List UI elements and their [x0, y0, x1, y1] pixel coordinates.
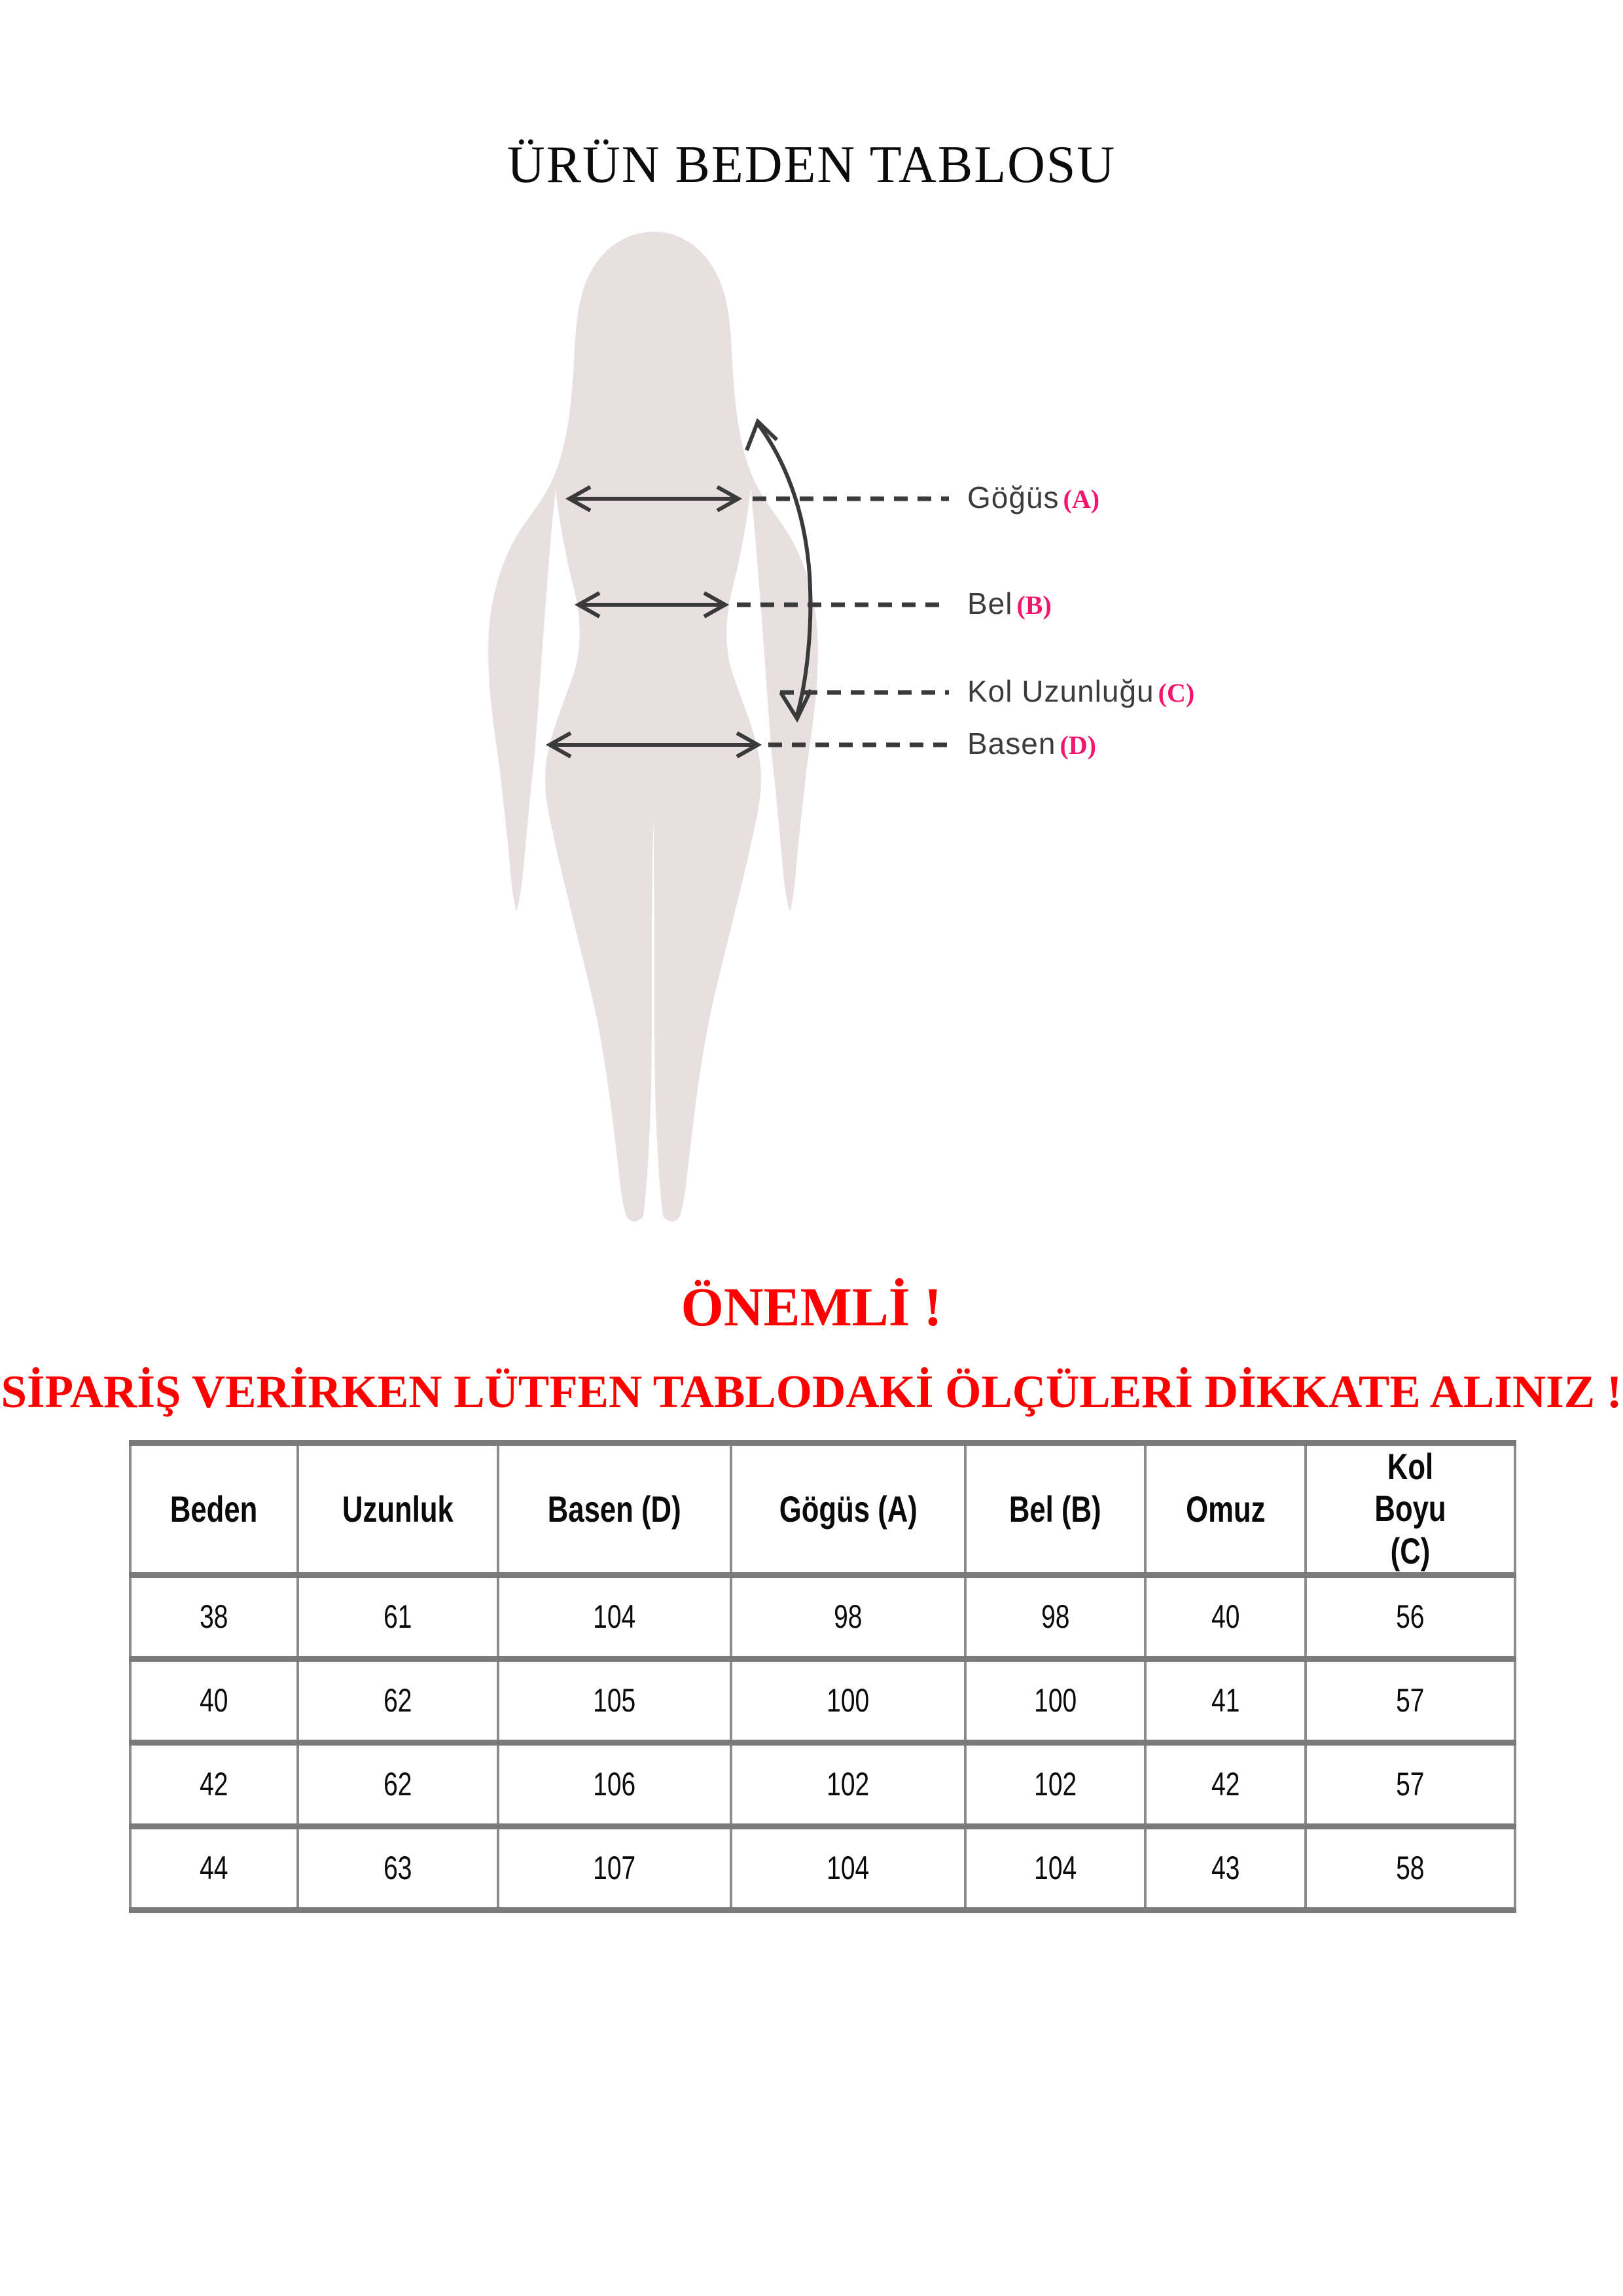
header-uzunluk: Uzunluk [298, 1443, 498, 1575]
header-omuz: Omuz [1145, 1443, 1306, 1575]
size-row-40 [130, 1659, 1515, 1743]
size-table [129, 1440, 1516, 1913]
header-beden: Beden [130, 1443, 298, 1575]
size-row-38 [130, 1575, 1515, 1659]
cell: 62 [298, 1743, 498, 1827]
cell: 42 [130, 1743, 298, 1827]
cell: 98 [965, 1575, 1145, 1659]
label-hip-marker: (D) [1060, 730, 1096, 760]
cell: 61 [298, 1575, 498, 1659]
label-waist-marker: (B) [1016, 590, 1052, 620]
label-hip-text: Basen [967, 726, 1056, 761]
cell: 57 [1306, 1659, 1515, 1743]
cell: 43 [1145, 1827, 1306, 1910]
cell: 40 [130, 1659, 298, 1743]
label-waist [967, 588, 1052, 619]
label-chest [967, 482, 1099, 512]
cell: 57 [1306, 1743, 1515, 1827]
page-title: ÜRÜN BEDEN TABLOSU [507, 136, 1116, 194]
cell: 58 [1306, 1827, 1515, 1910]
cell: 63 [298, 1827, 498, 1910]
label-arm-length-text: Kol Uzunluğu [967, 674, 1154, 708]
label-chest-marker: (A) [1063, 484, 1100, 514]
cell: 42 [1145, 1743, 1306, 1827]
body-silhouette [488, 232, 818, 1221]
cell: 104 [965, 1827, 1145, 1910]
header-bel: Bel (B) [965, 1443, 1145, 1575]
label-arm-length [967, 676, 1194, 706]
cell: 41 [1145, 1659, 1306, 1743]
size-row-42 [130, 1743, 1515, 1827]
label-arm-length-marker: (C) [1158, 678, 1195, 708]
warning-text: SİPARİŞ VERİRKEN LÜTFEN TABLODAKİ ÖLÇÜLERİ DİKKATE ALINIZ ! [1, 1367, 1622, 1418]
label-chest-text: Göğüs [967, 480, 1060, 514]
header-gogus: Gögüs (A) [731, 1443, 965, 1575]
cell: 106 [498, 1743, 731, 1827]
cell: 100 [965, 1659, 1145, 1743]
cell: 56 [1306, 1575, 1515, 1659]
cell: 102 [965, 1743, 1145, 1827]
cell: 105 [498, 1659, 731, 1743]
cell: 62 [298, 1659, 498, 1743]
label-waist-text: Bel [967, 586, 1013, 620]
header-basen: Basen (D) [498, 1443, 731, 1575]
cell: 102 [731, 1743, 965, 1827]
size-table-header-row [130, 1443, 1515, 1575]
cell: 104 [498, 1575, 731, 1659]
label-hip [967, 728, 1096, 759]
cell: 44 [130, 1827, 298, 1910]
cell: 104 [731, 1827, 965, 1910]
important-heading: ÖNEMLİ ! [681, 1277, 942, 1338]
cell: 40 [1145, 1575, 1306, 1659]
cell: 98 [731, 1575, 965, 1659]
size-row-44 [130, 1827, 1515, 1910]
cell: 38 [130, 1575, 298, 1659]
cell: 107 [498, 1827, 731, 1910]
cell: 100 [731, 1659, 965, 1743]
header-kol-boyu: Kol Boyu (C) [1306, 1443, 1515, 1575]
